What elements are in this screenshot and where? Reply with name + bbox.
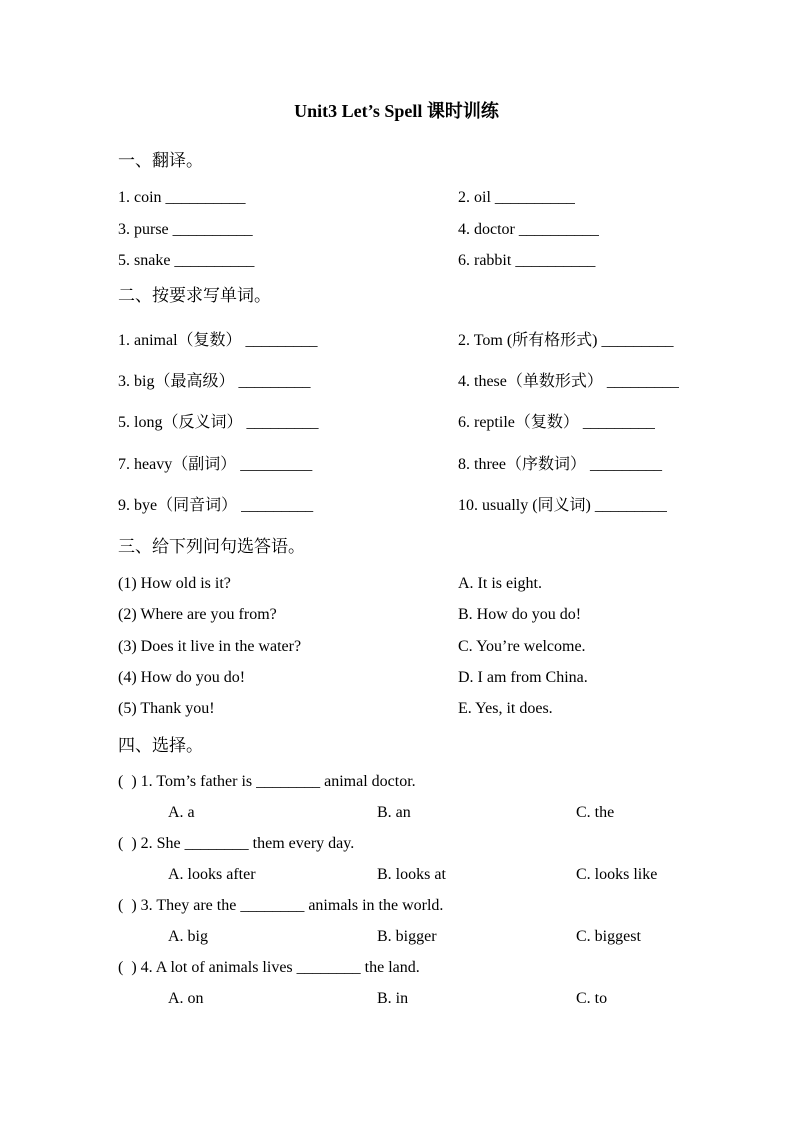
match-answer-c: C. You’re welcome. <box>458 638 586 655</box>
match-question-4: (4) How do you do! <box>118 669 246 686</box>
section2-header: 二、按要求写单词。 <box>118 286 271 305</box>
match-answer-e: E. Yes, it does. <box>458 700 553 717</box>
wordform-item-7: 7. heavy（副词） _________ <box>118 456 313 473</box>
choice-question-4-option-b: B. in <box>377 990 409 1007</box>
choice-question-2-stem: ( ) 2. She ________ them every day. <box>118 835 355 852</box>
choice-question-3-option-b: B. bigger <box>377 928 437 945</box>
translation-item-1: 1. coin __________ <box>118 189 246 206</box>
choice-question-4-option-c: C. to <box>576 990 608 1007</box>
choice-question-1-option-b: B. an <box>377 804 411 821</box>
choice-question-4-stem: ( ) 4. A lot of animals lives ________ the land. <box>118 959 420 976</box>
choice-question-3-option-a: A. big <box>168 928 208 945</box>
choice-question-1-option-c: C. the <box>576 804 615 821</box>
wordform-item-3: 3. big（最高级） _________ <box>118 373 311 390</box>
worksheet-title: Unit3 Let’s Spell 课时训练 <box>294 101 499 121</box>
wordform-item-5: 5. long（反义词） _________ <box>118 414 319 431</box>
translation-item-4: 4. doctor __________ <box>458 221 599 238</box>
section4-header: 四、选择。 <box>118 736 203 755</box>
wordform-item-6: 6. reptile（复数） _________ <box>458 414 655 431</box>
section3-header: 三、给下列问句选答语。 <box>118 537 305 556</box>
match-answer-d: D. I am from China. <box>458 669 588 686</box>
choice-question-2-option-c: C. looks like <box>576 866 658 883</box>
wordform-item-4: 4. these（单数形式） _________ <box>458 373 679 390</box>
wordform-item-2: 2. Tom (所有格形式) _________ <box>458 332 674 349</box>
choice-question-2-option-b: B. looks at <box>377 866 446 883</box>
section1-header: 一、翻译。 <box>118 151 203 170</box>
translation-item-2: 2. oil __________ <box>458 189 575 206</box>
translation-item-5: 5. snake __________ <box>118 252 255 269</box>
match-question-2: (2) Where are you from? <box>118 606 277 623</box>
wordform-item-9: 9. bye（同音词） _________ <box>118 497 314 514</box>
match-question-3: (3) Does it live in the water? <box>118 638 302 655</box>
translation-item-3: 3. purse __________ <box>118 221 253 238</box>
choice-question-3-stem: ( ) 3. They are the ________ animals in the world. <box>118 897 444 914</box>
match-answer-b: B. How do you do! <box>458 606 582 623</box>
match-question-1: (1) How old is it? <box>118 575 231 592</box>
wordform-item-10: 10. usually (同义词) _________ <box>458 497 667 514</box>
wordform-item-8: 8. three（序数词） _________ <box>458 456 662 473</box>
choice-question-1-stem: ( ) 1. Tom’s father is ________ animal doctor. <box>118 773 416 790</box>
match-answer-a: A. It is eight. <box>458 575 542 592</box>
translation-item-6: 6. rabbit __________ <box>458 252 596 269</box>
choice-question-1-option-a: A. a <box>168 804 195 821</box>
choice-question-4-option-a: A. on <box>168 990 204 1007</box>
choice-question-3-option-c: C. biggest <box>576 928 641 945</box>
choice-question-2-option-a: A. looks after <box>168 866 256 883</box>
wordform-item-1: 1. animal（复数） _________ <box>118 332 318 349</box>
match-question-5: (5) Thank you! <box>118 700 215 717</box>
